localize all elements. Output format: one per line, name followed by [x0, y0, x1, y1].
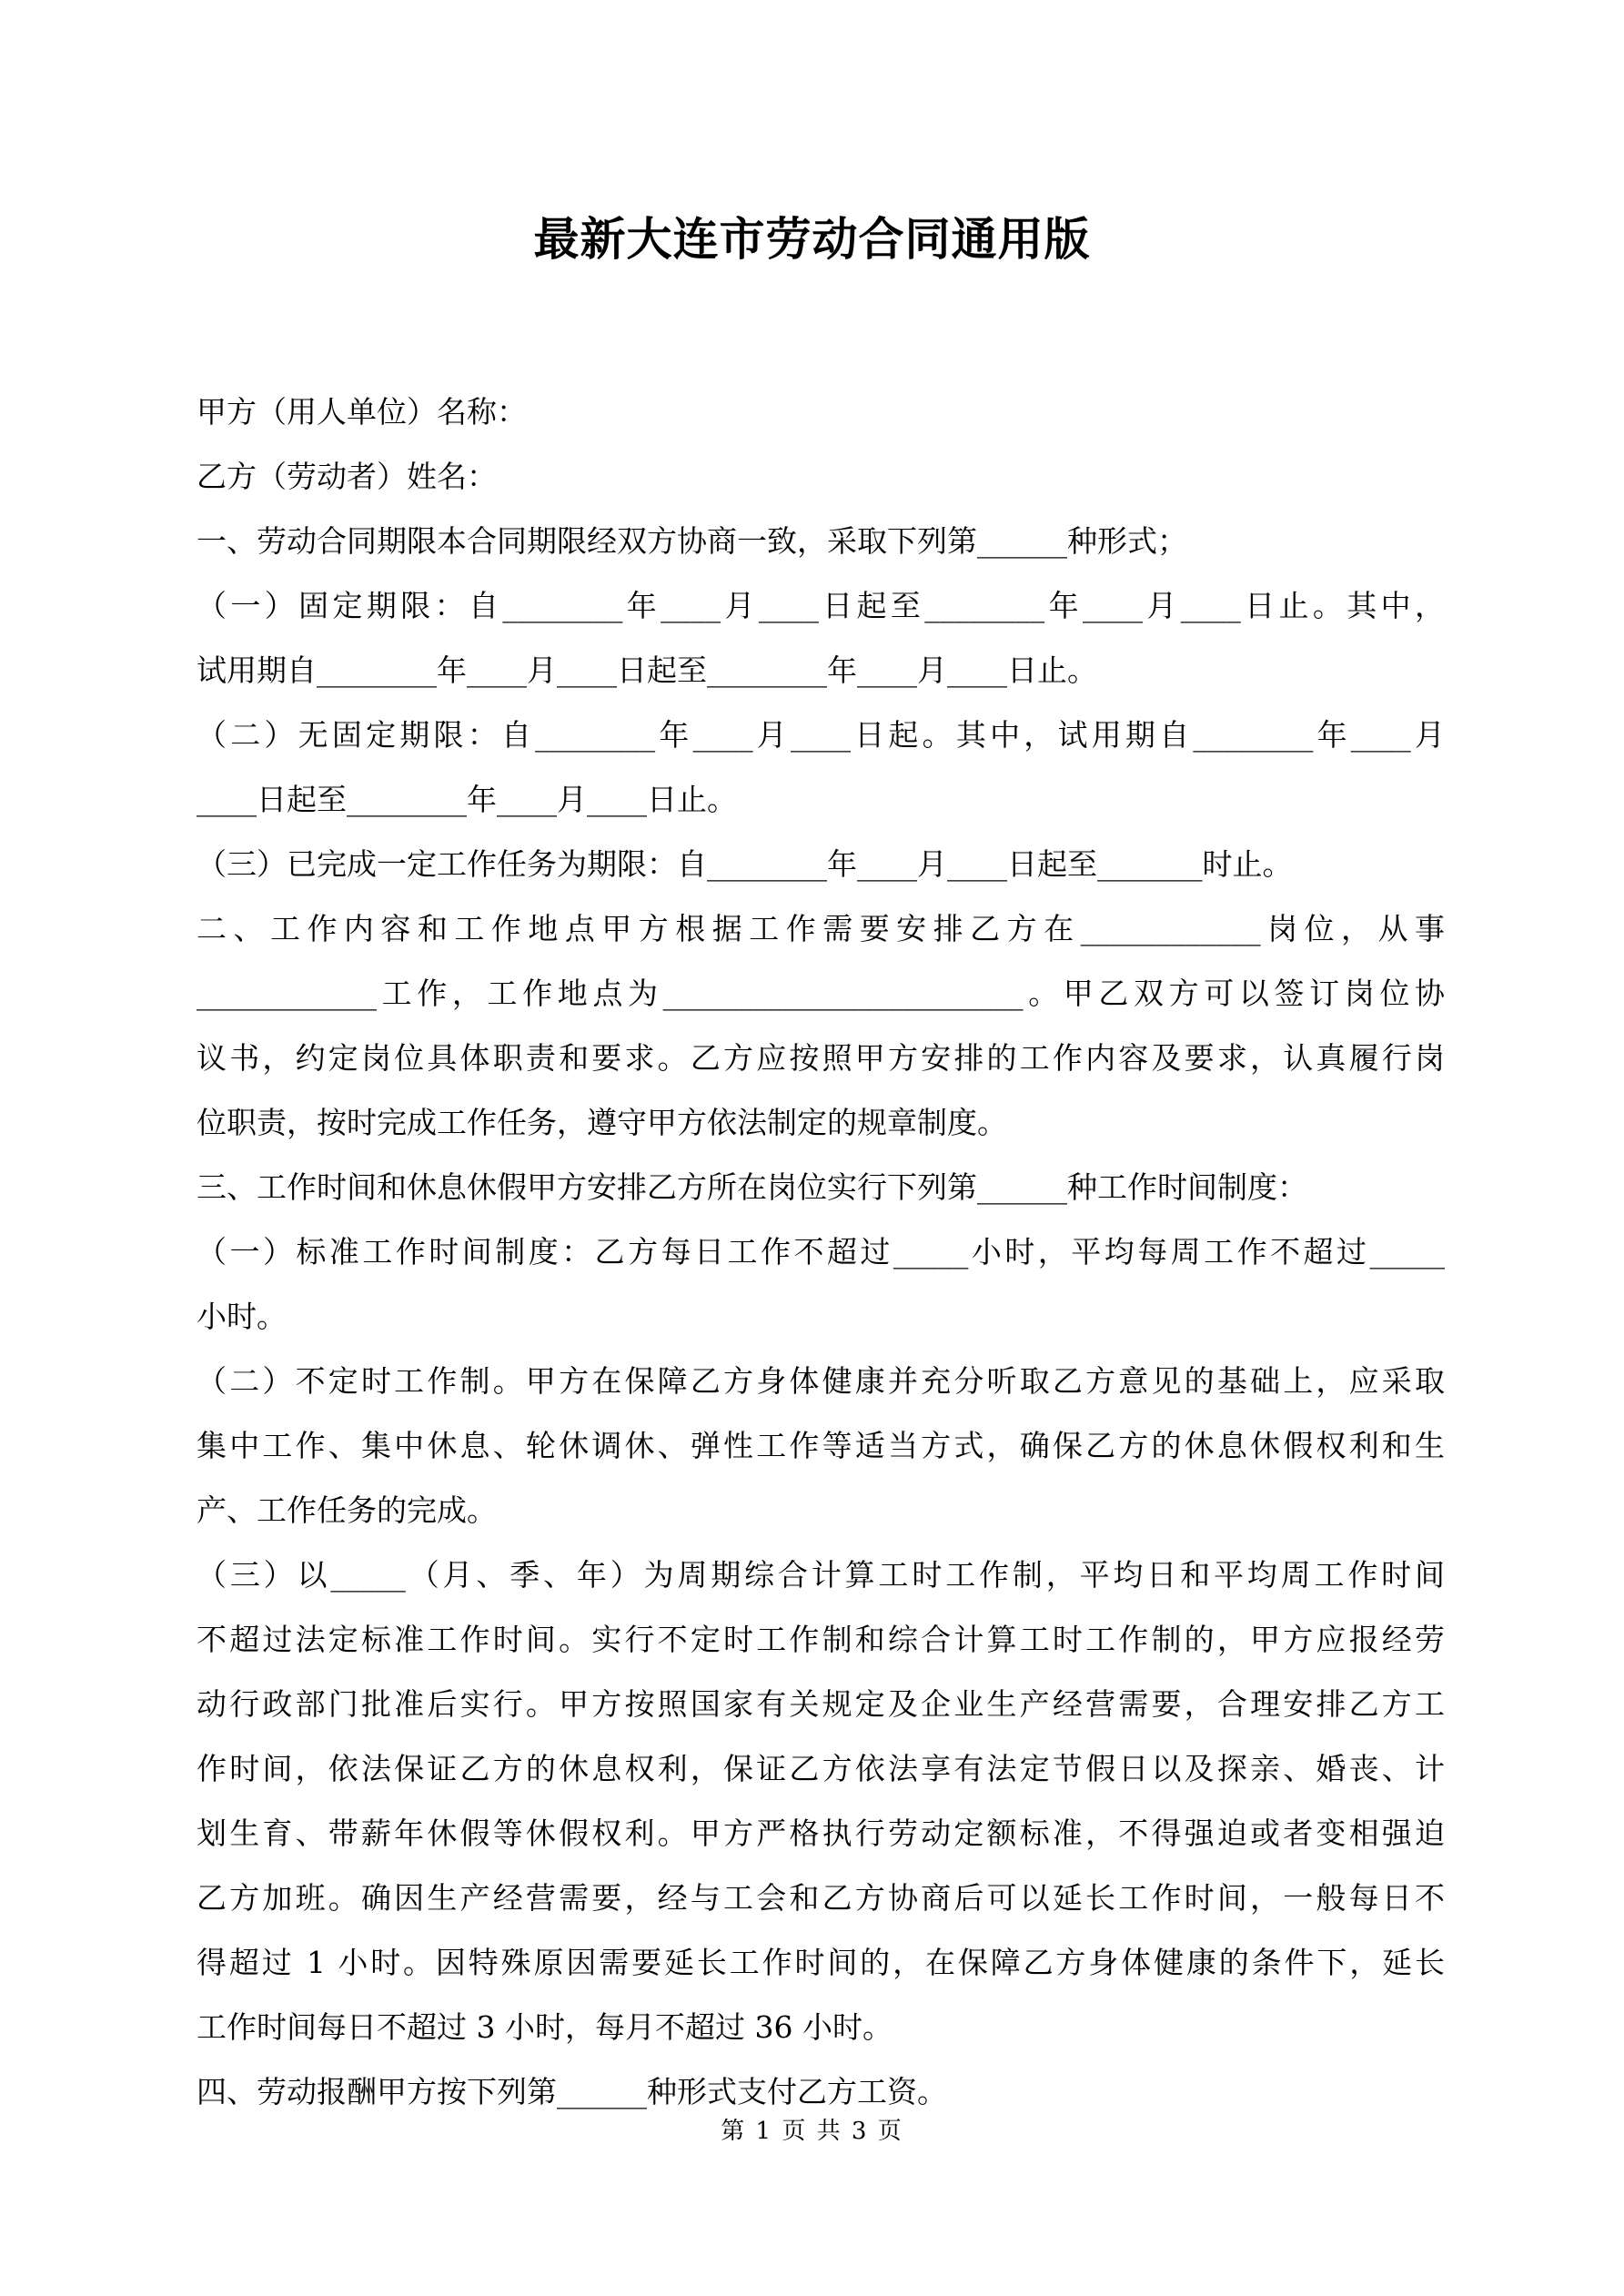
body-line: （三）以_____（月、季、年）为周期综合计算工时工作制，平均日和平均周工作时间: [197, 1557, 1445, 1593]
body-line: ____________工作，工作地点为________________________。甲乙双方可以签订岗位协: [197, 976, 1445, 1011]
body-line: 小时。: [197, 1299, 287, 1334]
body-line: ____日起至________年____月____日止。: [197, 782, 737, 817]
body-line: 得超过 1 小时。因特殊原因需要延长工作时间的，在保障乙方身体健康的条件下，延长: [197, 1945, 1445, 1980]
body-line: （三）已完成一定工作任务为期限：自________年____月____日起至_______时止。: [197, 846, 1293, 882]
body-line: 四、劳动报酬甲方按下列第______种形式支付乙方工资。: [197, 2074, 947, 2109]
body-line: 作时间，依法保证乙方的休息权利，保证乙方依法享有法定节假日以及探亲、婚丧、计: [197, 1751, 1445, 1786]
body-line: 划生育、带薪年休假等休假权利。甲方严格执行劳动定额标准，不得强迫或者变相强迫: [197, 1816, 1445, 1851]
page-number-footer: 第 1 页 共 3 页: [721, 2118, 903, 2145]
body-line: 议书，约定岗位具体职责和要求。乙方应按照甲方安排的工作内容及要求，认真履行岗: [197, 1040, 1445, 1076]
document-title: 最新大连市劳动合同通用版: [533, 212, 1091, 266]
body-line: 试用期自________年____月____日起至________年____月____日止。: [197, 652, 1097, 688]
body-line: 产、工作任务的完成。: [197, 1492, 497, 1528]
body-line: 位职责，按时完成工作任务，遵守甲方依法制定的规章制度。: [197, 1105, 1007, 1140]
body-line: （二）不定时工作制。甲方在保障乙方身体健康并充分听取乙方意见的基础上，应采取: [197, 1363, 1445, 1399]
body-line: 一、劳动合同期限本合同期限经双方协商一致，采取下列第______种形式；: [197, 523, 1187, 559]
body-line: （二）无固定期限：自________年____月____日起。其中，试用期自________年____月: [197, 717, 1445, 753]
body-line: （一）标准工作时间制度：乙方每日工作不超过_____小时，平均每周工作不超过_____: [197, 1234, 1445, 1269]
body-line: 二、工作内容和工作地点甲方根据工作需要安排乙方在____________岗位，从事: [197, 911, 1445, 946]
body-line: 工作时间每日不超过 3 小时，每月不超过 36 小时。: [197, 2009, 893, 2045]
document-body: [197, 379, 1445, 2124]
body-line: 乙方加班。确因生产经营需要，经与工会和乙方协商后可以延长工作时间，一般每日不: [197, 1880, 1445, 1916]
body-line: 甲方（用人单位）名称：: [197, 394, 527, 430]
body-line: 三、工作时间和休息休假甲方安排乙方所在岗位实行下列第______种工作时间制度：: [197, 1169, 1307, 1205]
body-line: 乙方（劳动者）姓名：: [197, 459, 497, 494]
body-line: 集中工作、集中休息、轮休调休、弹性工作等适当方式，确保乙方的休息休假权利和生: [197, 1428, 1445, 1463]
body-line: （一）固定期限：自________年____月____日起至________年____月____日止。其中，: [197, 588, 1445, 623]
body-line: 不超过法定标准工作时间。实行不定时工作制和综合计算工时工作制的，甲方应报经劳: [197, 1622, 1445, 1657]
body-line: 动行政部门批准后实行。甲方按照国家有关规定及企业生产经营需要，合理安排乙方工: [197, 1686, 1445, 1722]
